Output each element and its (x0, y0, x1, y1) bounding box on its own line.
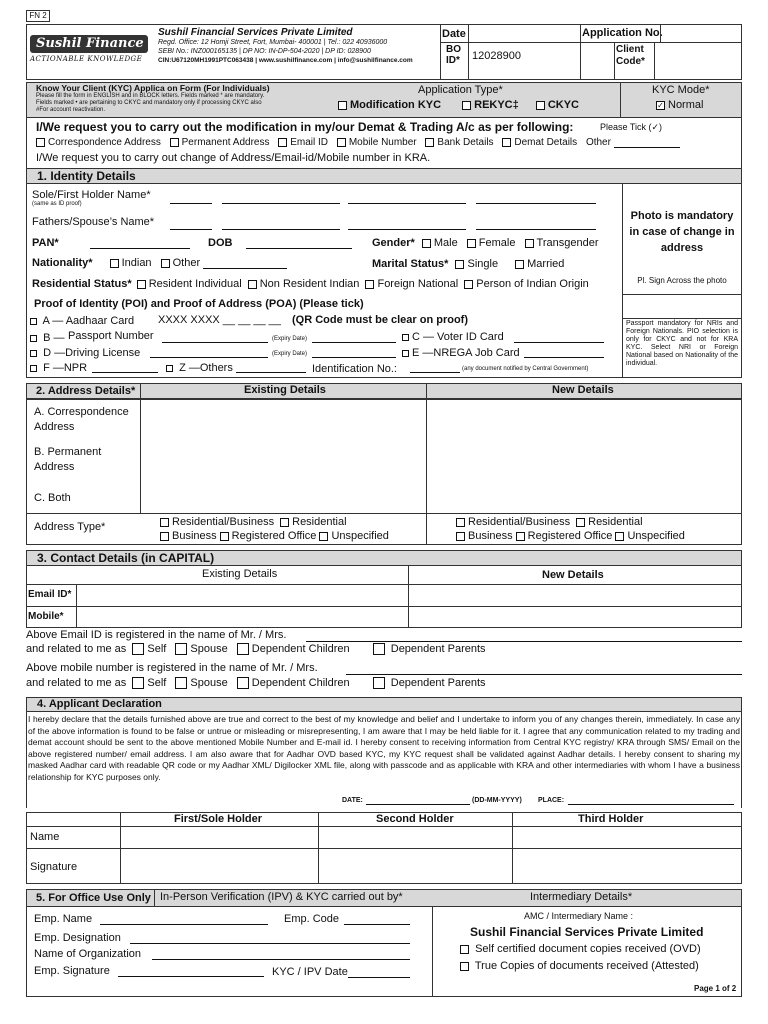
poi-nrega[interactable]: E —NREGA Job Card (402, 347, 520, 359)
addr-new-unspecified[interactable]: Unspecified (615, 529, 684, 543)
addr-new-business[interactable]: Business (456, 529, 513, 543)
poi-voter[interactable]: C — Voter ID Card (402, 331, 504, 343)
address-new-field[interactable] (428, 401, 740, 511)
checkbox[interactable] (462, 101, 471, 110)
tick-note: Please Tick (✓) (600, 122, 663, 132)
kyc-date-label: KYC / IPV Date (272, 966, 348, 978)
holder-row-signature: Signature (30, 861, 78, 873)
application-type-label: Application Type* (418, 84, 503, 96)
first-holder-signature-field[interactable] (122, 850, 316, 882)
voter-line[interactable] (514, 342, 604, 343)
poi-others[interactable]: Z —Others (166, 362, 233, 374)
mobile-relation-group: and related to me as Self Spouse Dependent Children Dependent Parents (26, 677, 486, 689)
ipv-title: In-Person Verification (IPV) & KYC carried out by* (160, 891, 403, 903)
holder-col-second: Second Holder (376, 813, 454, 825)
address-type-new (456, 515, 685, 543)
father-name-line-2[interactable] (222, 229, 340, 230)
photo-note: Photo is mandatory in case of change in address (629, 210, 735, 254)
driving-line[interactable] (150, 357, 268, 358)
sole-name-line-4[interactable] (476, 203, 596, 204)
father-name-line-4[interactable] (476, 229, 596, 230)
mod-opt-mobile[interactable]: Mobile Number (337, 137, 417, 148)
sole-holder-label: Sole/First Holder Name* (32, 189, 151, 201)
expiry-line-2[interactable] (312, 357, 396, 358)
application-no-label: Application No. (582, 27, 663, 39)
mobile-rel-spouse[interactable]: Spouse (175, 677, 227, 689)
emp-code-label: Emp. Code (284, 913, 340, 925)
company-logo (30, 35, 148, 65)
app-type-rekyc[interactable]: REKYC‡ (462, 99, 519, 111)
sole-name-line-2[interactable] (222, 203, 340, 204)
email-label: Email ID* (28, 589, 72, 600)
expiry-line-1[interactable] (312, 342, 396, 343)
modification-title: I/We request you to carry out the modification in my/our Demat & Trading A/c as per following: (36, 120, 574, 134)
poi-driving[interactable]: D —Driving License (30, 347, 140, 359)
mobile-rel-parents[interactable]: Dependent Parents (373, 677, 486, 689)
company-cin: CIN:U67120MH1991PTC063438 | www.sushilfinance.com | info@sushilfinance.com (158, 57, 413, 64)
mobile-label: Mobile* (28, 611, 64, 622)
ovd-check[interactable]: Self certified document copies received (OVD) (460, 943, 701, 955)
checkbox[interactable] (536, 101, 545, 110)
declaration-date-format: (DD-MM-YYYY) (472, 797, 522, 804)
qr-note: (QR Code must be clear on proof) (292, 314, 469, 326)
aadhaar-mask[interactable]: XXXX XXXX __ __ __ __ (158, 314, 281, 326)
addr-existing-registered[interactable]: Registered Office (220, 529, 317, 543)
amc-label: AMC / Intermediary Name : (524, 911, 634, 921)
marital-label: Marital Status* (372, 258, 449, 270)
address-existing-header: Existing Details (244, 384, 326, 396)
addr-existing-res-business[interactable]: Residential/Business (160, 515, 274, 529)
address-type-existing (160, 515, 389, 543)
father-name-label: Fathers/Spouse’s Name* (32, 216, 155, 228)
mod-opt-correspondence[interactable]: Correspondence Address (36, 137, 161, 148)
declaration-place-line[interactable] (568, 804, 734, 805)
section-contact-bar: 3. Contact Details (in CAPITAL) (26, 550, 742, 566)
pan-label: PAN* (32, 237, 59, 249)
addr-new-residential[interactable]: Residential (576, 515, 642, 529)
others-line[interactable] (236, 372, 306, 373)
passport-label: Passport Number (68, 330, 154, 342)
gender-transgender[interactable]: Transgender (525, 237, 599, 249)
residential-group (32, 278, 589, 290)
emp-name-label: Emp. Name (34, 913, 93, 925)
email-existing-field[interactable] (78, 586, 406, 604)
email-rel-children[interactable]: Dependent Children (237, 643, 350, 655)
bo-id-value[interactable]: 12028900 (472, 50, 521, 62)
application-type-options (338, 99, 585, 111)
nrega-line[interactable] (524, 357, 604, 358)
father-name-line-3[interactable] (348, 229, 466, 230)
pan-line[interactable] (90, 248, 190, 249)
same-as-id-note: (same as ID proof) (32, 201, 82, 207)
gender-group (372, 237, 604, 249)
emp-designation-label: Emp. Designation (34, 932, 121, 944)
office-section-title: 5. For Office Use Only (36, 892, 151, 904)
kyc-form-title: Know Your Client (KYC) Applica on Form (For Individuals) (36, 83, 270, 93)
npr-line[interactable] (92, 372, 158, 373)
emp-name-line[interactable] (100, 924, 268, 925)
email-relation-group: and related to me as Self Spouse Dependent Children Dependent Parents (26, 643, 486, 655)
logo-text: Sushil Finance (30, 35, 148, 53)
sole-name-line-3[interactable] (348, 203, 466, 204)
addr-new-res-business[interactable]: Residential/Business (456, 515, 570, 529)
holder-col-first: First/Sole Holder (174, 813, 263, 825)
section-declaration-bar: 4. Applicant Declaration (26, 697, 742, 712)
mod-opt-demat[interactable]: Demat Details (502, 137, 577, 148)
mobile-existing-field[interactable] (78, 608, 406, 626)
father-name-line-1[interactable] (170, 229, 212, 230)
residential-label: Residential Status* (32, 278, 132, 290)
passport-note: Passport mandatory for NRIs and Foreign Nationals. PIO selection is only for CKYC and not for KRA KYC. Select NRI or Foreign National based on Nationality of the individual. (626, 320, 738, 367)
mod-opt-bank[interactable]: Bank Details (425, 137, 493, 148)
declaration-place-label: PLACE: (538, 797, 565, 804)
declaration-date-line[interactable] (366, 804, 470, 805)
logo-tagline: ACTIONABLE KNOWLEDGE (30, 55, 143, 63)
addr-existing-residential[interactable]: Residential (280, 515, 346, 529)
identification-line[interactable] (410, 372, 460, 373)
kyc-date-line[interactable] (348, 977, 410, 978)
form-code: FN 2 (26, 10, 50, 22)
kyc-note-3: #For account reactivation. (36, 107, 106, 113)
addr-existing-business[interactable]: Business (160, 529, 217, 543)
address-type-label: Address Type* (34, 521, 106, 533)
mod-opt-email[interactable]: Email ID (278, 137, 328, 148)
addr-new-registered[interactable]: Registered Office (516, 529, 613, 543)
email-rel-parents[interactable]: Dependent Parents (373, 643, 486, 655)
second-holder-signature-field[interactable] (320, 850, 510, 882)
address-existing-field[interactable] (142, 401, 424, 511)
mobile-rel-self[interactable]: Self (132, 677, 166, 689)
bo-id-label: BO ID* (446, 44, 461, 66)
holder-col-third: Third Holder (578, 813, 644, 825)
sign-note: Pl. Sign Across the photo (637, 276, 727, 285)
passport-line[interactable] (162, 342, 268, 343)
first-holder-name-field[interactable] (122, 828, 316, 846)
address-section-title: 2. Address Details* (36, 385, 136, 397)
gender-female[interactable]: Female (467, 237, 516, 249)
declaration-text: I hereby declare that the details furnished above are true and correct to the best of my knowledge and belief and I undertake to inform you of any changes therein, immediately. In case any of the above information is found to be false or untrue or misleading or misrepresenting, I am aware that I may be held liable for it. I agree that any communication related to my trading and demat account should be sent to the above mentioned Mobile Number and E-mail id. I hereby consent to receiving information from Central KYC registry/ KRA through SMS/ Email on the above registered number/ email address. I am also aware that for Aadhar OVD based KYC, my KYC request shall be validated against Aadhar details. I hereby consent to sharing my masked Aadhar card with readable QR code or my Aadhar XML/ Digilocker XML file, along with passcode and as applicable with KRA and other intermediaries with whom I have a business relationship for KYC purposes only. (28, 714, 740, 782)
checkbox-checked[interactable]: ✓ (657, 100, 664, 110)
third-holder-signature-field[interactable] (514, 850, 740, 882)
poi-npr[interactable]: F —NPR (30, 362, 87, 374)
gender-male[interactable]: Male (422, 237, 458, 249)
address-new-header: New Details (552, 384, 614, 396)
sole-name-line-1[interactable] (170, 203, 212, 204)
residential-nri[interactable]: Non Resident Indian (248, 278, 360, 290)
mobile-rel-children[interactable]: Dependent Children (237, 677, 350, 689)
emp-code-line[interactable] (344, 924, 410, 925)
address-row-correspondence: A. Correspondence Address (34, 406, 129, 433)
client-code-label: Client Code* (616, 44, 645, 67)
kyc-note-1: Please fill the form in ENGLISH and in BLOCK letters. Fields marked * are mandatory. (36, 93, 265, 99)
dob-line[interactable] (246, 248, 352, 249)
residential-pio[interactable]: Person of Indian Origin (464, 278, 589, 290)
residential-ri[interactable]: Resident Individual (137, 278, 242, 290)
mod-opt-permanent[interactable]: Permanent Address (170, 137, 270, 148)
nationality-other[interactable]: Other (161, 257, 288, 269)
poi-title: Proof of Identity (POI) and Proof of Address (POA) (Please tick) (34, 298, 364, 310)
mobile-registered-line: Above mobile number is registered in the name of Mr. / Mrs. (26, 662, 318, 674)
checkbox[interactable] (338, 101, 347, 110)
company-name: Sushil Financial Services Private Limited (158, 27, 353, 38)
company-address: Regd. Office: 12 Homji Street, Fort, Mumbai- 400001 | Tel.: 022 40936000 (158, 39, 388, 46)
mobile-registered-name-line[interactable] (346, 674, 742, 675)
expiry-label-1: (Expiry Date) (272, 336, 308, 342)
addr-existing-unspecified[interactable]: Unspecified (319, 529, 388, 543)
poi-passport[interactable]: B — (30, 332, 64, 344)
marital-single[interactable]: Single (455, 258, 498, 270)
page-number: Page 1 of 2 (694, 984, 737, 993)
gender-label: Gender* (372, 237, 415, 249)
nationality-indian[interactable]: Indian (110, 257, 152, 269)
third-holder-name-field[interactable] (514, 828, 740, 846)
attested-check[interactable]: True Copies of documents received (Attested) (460, 960, 699, 972)
amc-name: Sushil Financial Services Private Limited (470, 925, 704, 939)
mod-opt-other[interactable]: Other (586, 137, 680, 148)
dob-label: DOB (208, 237, 233, 249)
email-rel-spouse[interactable]: Spouse (175, 643, 227, 655)
expiry-label-2: (Expiry Date) (272, 351, 308, 357)
app-type-modification[interactable]: Modification KYC (338, 99, 441, 111)
email-new-field[interactable] (410, 586, 740, 604)
kyc-note-2: Fields marked • are pertaining to CKYC and mandatory only if processing CKYC also (36, 100, 262, 106)
email-rel-self[interactable]: Self (132, 643, 166, 655)
address-row-both: C. Both (34, 492, 71, 504)
intermediary-title: Intermediary Details* (530, 891, 633, 903)
emp-signature-label: Emp. Signature (34, 965, 110, 977)
kra-request-line: I/We request you to carry out change of Address/Email-id/Mobile number in KRA. (36, 152, 431, 164)
contact-existing-header: Existing Details (202, 568, 278, 580)
section-identity-bar: 1. Identity Details (26, 168, 742, 184)
kyc-mode-normal[interactable]: ✓ Normal (657, 99, 704, 111)
poi-aadhaar[interactable]: A — Aadhaar Card (30, 315, 134, 327)
second-holder-name-field[interactable] (320, 828, 510, 846)
nationality-group (32, 257, 293, 269)
declaration-date-label: DATE: (342, 797, 363, 804)
org-name-line[interactable] (152, 959, 410, 960)
contact-new-header: New Details (542, 569, 604, 581)
kyc-mode-label: KYC Mode* (652, 84, 710, 96)
company-sebi: SEBI No.: INZ000165135 | DP NO: IN-DP-504-2020 | DP ID: 028900 (158, 48, 371, 55)
holder-row-name: Name (30, 831, 60, 843)
modification-options (36, 137, 686, 148)
date-label: Date (442, 28, 466, 40)
central-govt-note: (any document notified by Central Government) (462, 366, 589, 372)
marital-group (372, 258, 570, 270)
email-registered-name-line[interactable] (306, 641, 742, 642)
address-row-permanent: B. Permanent Address (34, 446, 102, 473)
marital-married[interactable]: Married (515, 258, 564, 270)
identification-label: Identification No.: (312, 363, 397, 375)
app-type-ckyc[interactable]: CKYC (536, 99, 579, 111)
email-registered-line: Above Email ID is registered in the name of Mr. / Mrs. (26, 629, 287, 641)
nationality-label: Nationality* (32, 257, 93, 269)
emp-signature-line[interactable] (118, 976, 264, 977)
residential-foreign[interactable]: Foreign National (365, 278, 458, 290)
mobile-new-field[interactable] (410, 608, 740, 626)
org-name-label: Name of Organization (34, 948, 141, 960)
emp-designation-line[interactable] (130, 943, 410, 944)
